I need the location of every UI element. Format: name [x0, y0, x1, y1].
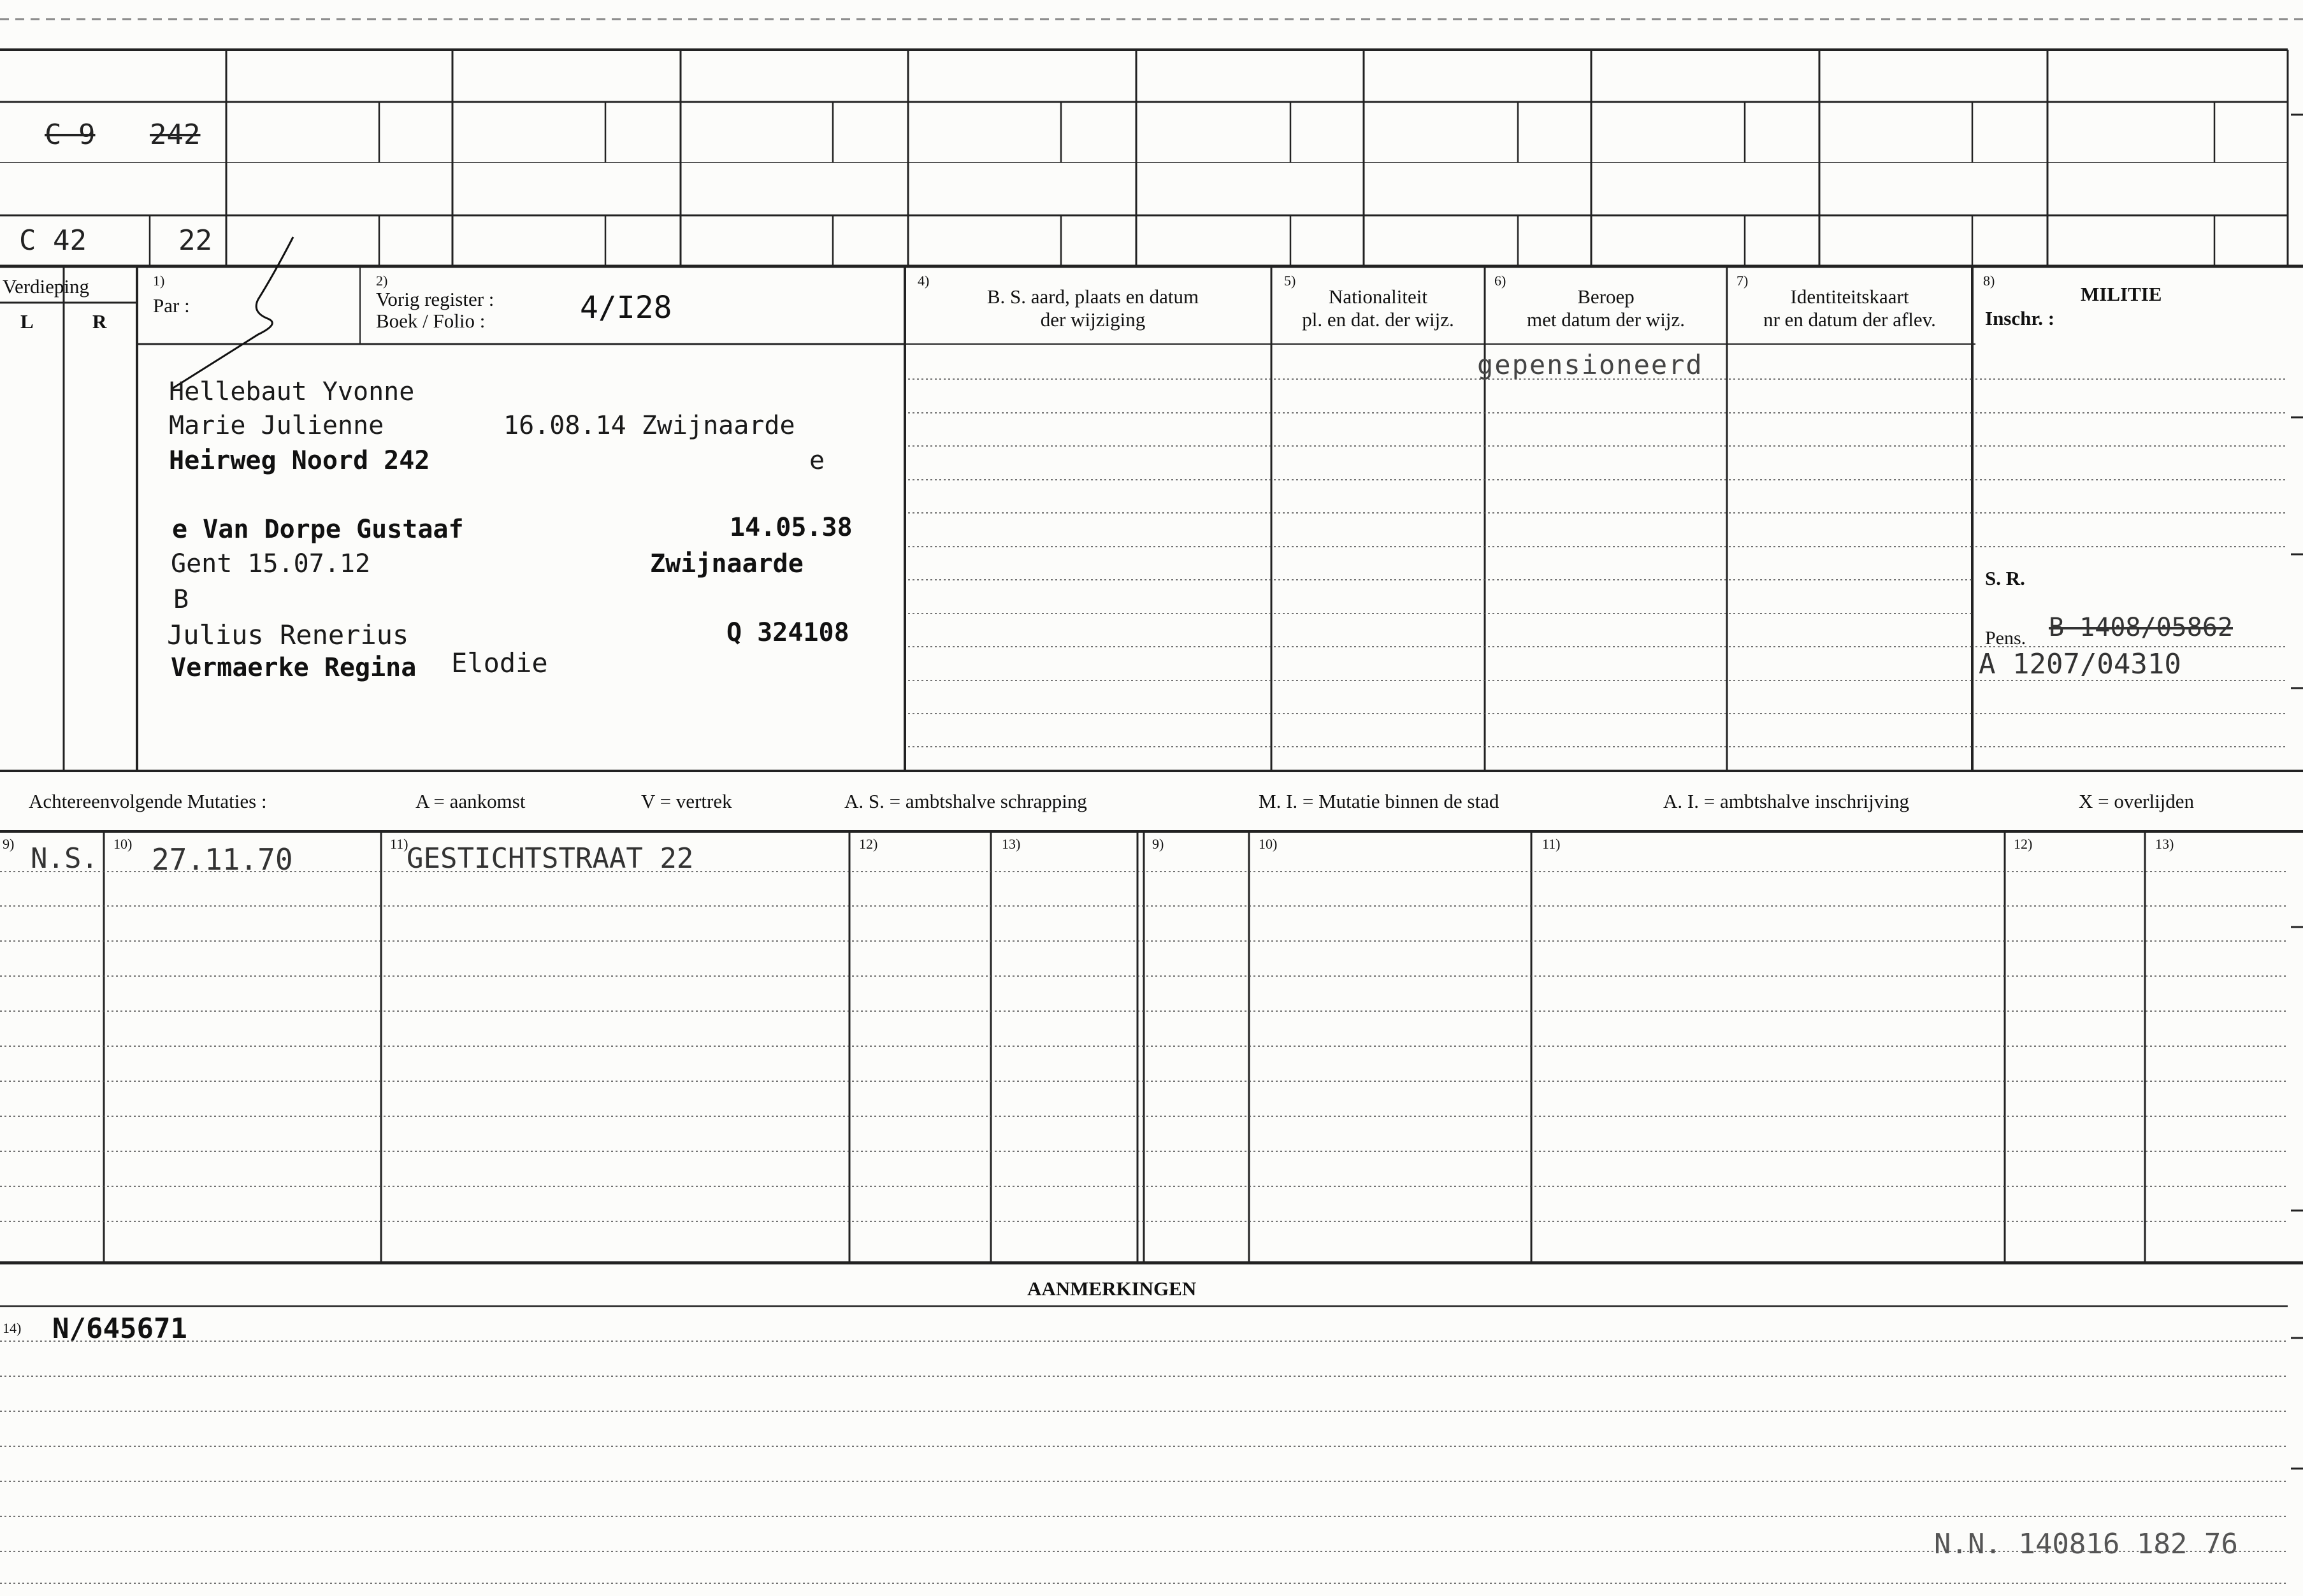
mut-left-num-12: 12): [859, 836, 878, 852]
mut-left-num-11: 11): [390, 836, 408, 852]
person-line2-name: Marie Julienne: [169, 411, 384, 440]
header-beroep-num: 6): [1494, 273, 1506, 289]
header-id-line1: Identiteitskaart: [1790, 285, 1909, 308]
aanmerkingen-value: N/645671: [52, 1312, 187, 1345]
person-line8-extra: Elodie: [451, 647, 548, 679]
header-militie: MILITIE: [2081, 283, 2162, 305]
header-vorig-num: 2): [376, 273, 388, 289]
aanmerkingen-title: AANMERKINGEN: [1027, 1277, 1197, 1300]
mutaties-ai: A. I. = ambtshalve inschrijving: [1663, 790, 1909, 812]
person-line4-date: 14.05.38: [730, 513, 853, 542]
aanmerkingen-nn: N.N. 140816 182 76: [1934, 1528, 2238, 1560]
mutation-date: 27.11.70: [152, 842, 293, 877]
person-line8: Vermaerke Regina: [171, 653, 417, 682]
header-bs-line2: der wijziging: [1040, 308, 1146, 331]
mut-right-num-10: 10): [1259, 836, 1278, 852]
header-id-num: 7): [1736, 273, 1749, 289]
mutaties-as: A. S. = ambtshalve schrapping: [844, 790, 1087, 812]
militie-sr: S. R.: [1985, 567, 2025, 589]
militie-pens-new: A 1207/04310: [1979, 648, 2181, 680]
header-id-line2: nr en datum der aflev.: [1763, 308, 1936, 331]
mutation-type: N.S.: [31, 842, 98, 875]
header-mil-num: 8): [1983, 273, 1995, 289]
person-line6: B: [173, 585, 189, 614]
code-a: C 42: [19, 224, 87, 257]
mutaties-mi: M. I. = Mutatie binnen de stad: [1259, 790, 1499, 812]
militie-pens-label: Pens.: [1985, 628, 2026, 649]
mut-left-num-10: 10): [113, 836, 133, 852]
mut-right-num-13: 13): [2155, 836, 2174, 852]
person-line5-place: Zwijnaarde: [650, 549, 804, 579]
header-boek-folio: Boek / Folio :: [376, 310, 486, 332]
header-bs-num: 4): [918, 273, 930, 289]
code-b: 22: [178, 224, 212, 257]
person-line1: Hellebaut Yvonne: [169, 377, 415, 406]
old-code-a: C 9: [45, 119, 96, 151]
mut-right-num-9: 9): [1152, 836, 1164, 852]
beroep-value: gepensioneerd: [1477, 349, 1703, 380]
header-bs-line1: B. S. aard, plaats en datum: [986, 285, 1199, 308]
mutaties-a: A = aankomst: [415, 790, 526, 812]
header-par: Par :: [153, 294, 190, 317]
person-line4: e Van Dorpe Gustaaf: [172, 515, 464, 544]
header-nat-line2: pl. en dat. der wijz.: [1302, 308, 1454, 331]
header-r: R: [92, 310, 107, 333]
mutation-address: GESTICHTSTRAAT 22: [407, 842, 694, 875]
vorig-register-value: 4/I28: [580, 290, 672, 326]
person-line7-code: Q 324108: [726, 618, 849, 647]
mutaties-v: V = vertrek: [641, 790, 732, 812]
person-line3-mark: e: [809, 446, 825, 475]
person-line7: Julius Renerius: [167, 619, 409, 651]
header-beroep-line2: met datum der wijz.: [1527, 308, 1685, 331]
mutaties-title: Achtereenvolgende Mutaties :: [29, 790, 267, 812]
aanmerkingen-num: 14): [3, 1320, 22, 1336]
old-code-b: 242: [150, 119, 201, 151]
header-nat-line1: Nationaliteit: [1329, 285, 1427, 308]
mut-right-num-12: 12): [2014, 836, 2033, 852]
mut-left-num-13: 13): [1002, 836, 1021, 852]
header-nat-num: 5): [1284, 273, 1296, 289]
header-verdieping: Verdieping: [3, 275, 90, 298]
mut-right-num-11: 11): [1542, 836, 1561, 852]
person-line5: Gent 15.07.12: [171, 549, 371, 579]
mut-left-num-9: 9): [3, 836, 15, 852]
mutaties-x: X = overlijden: [2079, 790, 2195, 812]
header-beroep-line1: Beroep: [1577, 285, 1635, 308]
person-line2-date: 16.08.14 Zwijnaarde: [503, 411, 795, 440]
header-l: L: [20, 310, 34, 333]
header-par-num: 1): [153, 273, 165, 289]
militie-pens-old: B 1408/05862: [2049, 613, 2233, 642]
header-inschr: Inschr. :: [1985, 307, 2055, 329]
header-vorig-register: Vorig register :: [376, 288, 495, 310]
person-line3: Heirweg Noord 242: [169, 446, 430, 475]
